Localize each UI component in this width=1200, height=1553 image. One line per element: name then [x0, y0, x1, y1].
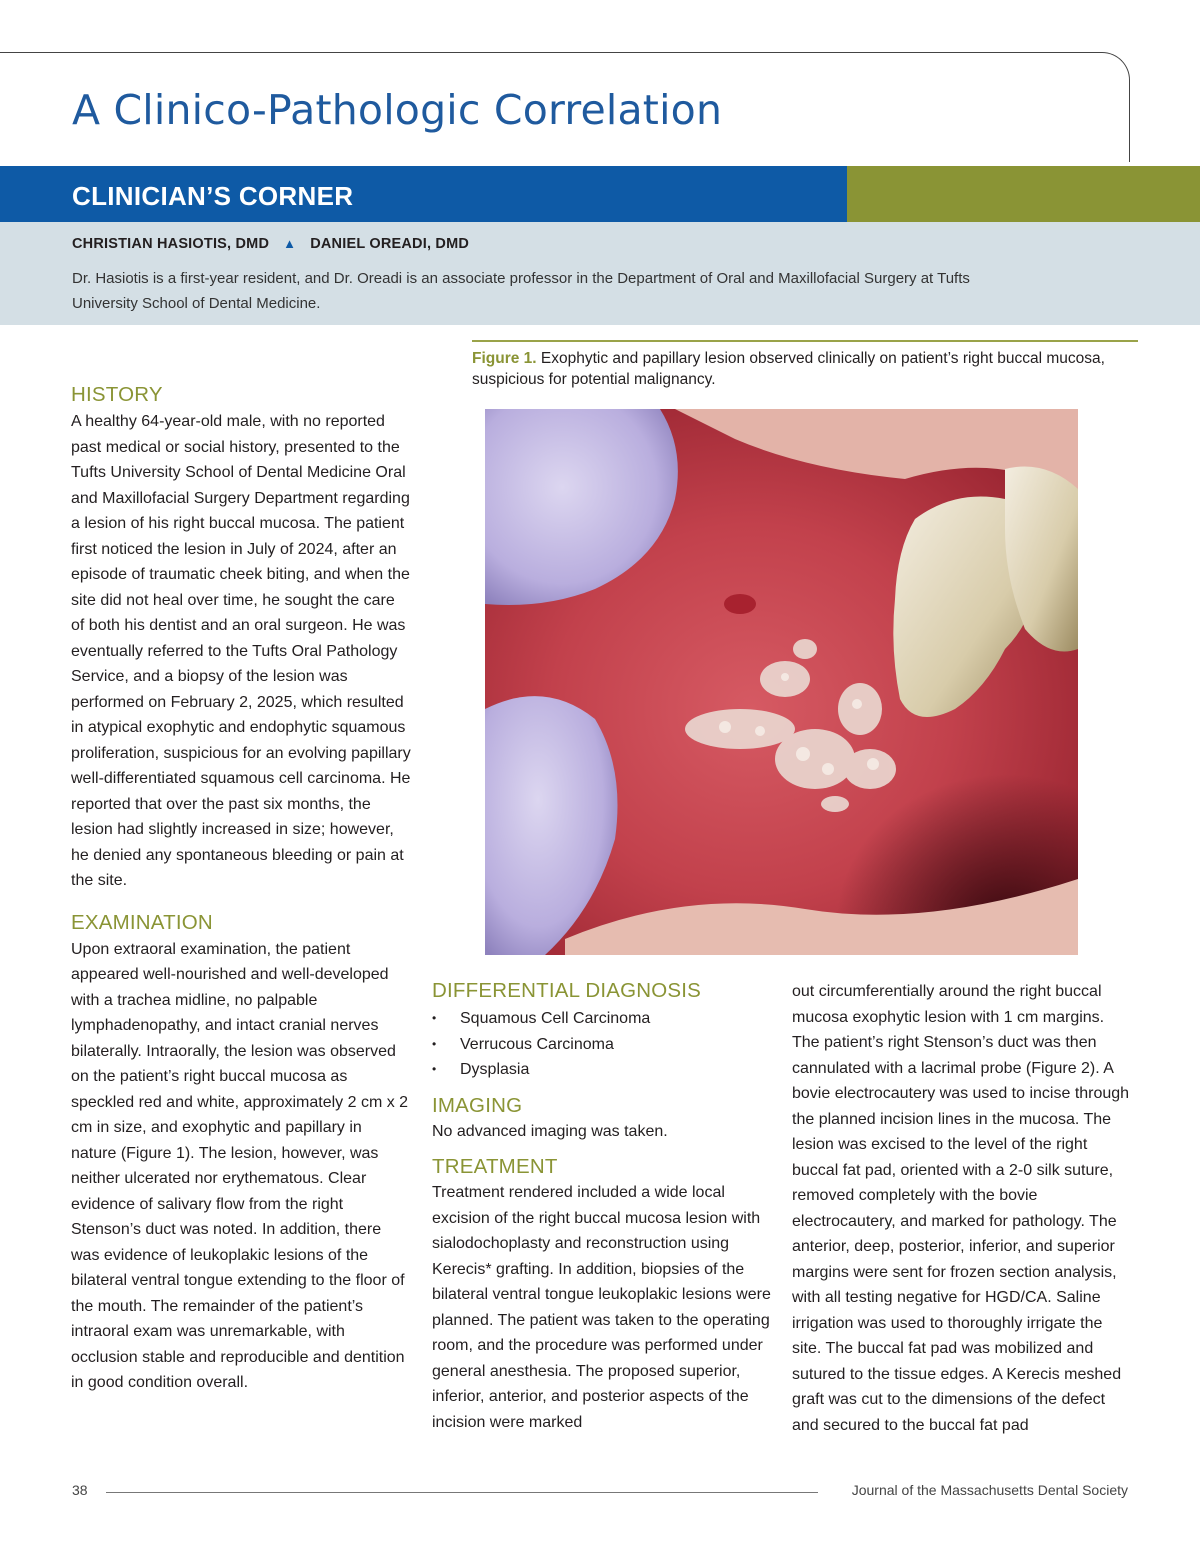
page-footer — [72, 1482, 1128, 1502]
imaging-paragraph: No advanced imaging was taken. — [432, 1122, 668, 1140]
footer-rule — [106, 1492, 818, 1493]
differential-heading: DIFFERENTIAL DIAGNOSIS — [432, 979, 702, 1002]
journal-name: Journal of the Massachusetts Dental Society — [851, 1482, 1128, 1498]
figure-caption-text: Exophytic and papillary lesion observed clinically on patient’s right buccal mucosa, suspicious for potential malignancy. — [472, 350, 1105, 388]
author-affiliation: Dr. Hasiotis is a first-year resident, and Dr. Oreadi is an associate professor in the Department of Oral and Maxillofacial Surgery at Tufts University School of Dental Medicine. — [72, 270, 970, 312]
treatment-heading: TREATMENT — [432, 1155, 558, 1178]
list-item: • Squamous Cell Carcinoma — [432, 1006, 777, 1032]
accent-bar — [847, 166, 1200, 222]
examination-heading: EXAMINATION — [71, 910, 213, 934]
list-item: • Verrucous Carcinoma — [432, 1032, 777, 1058]
history-paragraph: A healthy 64-year-old male, with no reported past medical or social history, presented to the Tufts University School of Dental Medicine Oral and Maxillofacial Surgery Department regarding a lesion of his right buccal mucosa. The patient first noticed the lesion in July of 2024, after an episode of traumatic cheek biting, and when the site did not heal over time, he sought the care of both his dentist and an oral surgeon. He was eventually referred to the Tufts Oral Pathology Service, and a biopsy of the lesion was performed on February 2, 2025, which resulted in atypical exophytic and endophytic squamous proliferation, suspicious for an evolving papillary well-differentiated squamous cell carcinoma. He reported that over the past six months, the lesion had slightly increased in size; however, he denied any spontaneous bleeding or pain at the site. — [71, 413, 411, 889]
page-number: 38 — [72, 1482, 88, 1498]
author-name: CHRISTIAN HASIOTIS, DMD — [72, 236, 270, 252]
author-line — [72, 236, 469, 252]
imaging-heading: IMAGING — [432, 1093, 523, 1117]
history-heading: HISTORY — [71, 383, 163, 406]
treatment-paragraph: Treatment rendered included a wide local excision of the right buccal mucosa lesion with sialodochoplasty and reconstruction using Kerecis* grafting. In addition, biopsies of the bilateral ventral tongue leukoplakic lesions were planned. The patient was taken to the operating room, and the procedure was performed under general anesthesia. The proposed superior, inferior, anterior, and posterior aspects of the incision were marked — [432, 1184, 771, 1431]
treatment-paragraph-continued: out circumferentially around the right buccal mucosa exophytic lesion with 1 cm margins. The patient’s right Stenson’s duct was then cannulated with a lacrimal probe (Figure 2). A bovie electrocautery was used to incise through the planned incision lines in the mucosa. The lesion was excised to the level of the right buccal fat pad, oriented with a 2-0 silk suture, removed completely with the bovie electrocautery, and marked for pathology. The anterior, deep, posterior, inferior, and superior margins were sent for frozen section analysis, with all testing negative for HGD/CA. Saline irrigation was used to thoroughly irrigate the site. The buccal fat pad was mobilized and sutured to the tissue edges. A Kerecis meshed graft was cut to the dimensions of the defect and secured to the buccal fat pad — [792, 983, 1130, 1434]
differential-list — [432, 1006, 777, 1083]
triangle-icon: ▲ — [283, 236, 297, 251]
column-left — [71, 382, 411, 1396]
list-item: • Dysplasia — [432, 1057, 777, 1083]
page-title: A Clinico-Pathologic Correlation — [72, 86, 723, 134]
figure-rule — [472, 340, 1138, 342]
examination-paragraph: Upon extraoral examination, the patient appeared well-nourished and well-developed with a trachea midline, no palpable lymphadenopathy, and intact cranial nerves bilaterally. Intraorally, the lesion was observed on the patient’s right buccal mucosa as speckled red and white, approximately 2 cm x 2 cm in size, and exophytic and papillary in nature (Figure 1). The lesion, however, was neither ulcerated nor erythematous. Clear evidence of salivary flow from the right Stenson’s duct was noted. In addition, there was evidence of leukoplakic lesions of the bilateral ventral tongue extending to the floor of the mouth. The remainder of the patient’s intraoral exam was unremarkable, with occlusion stable and reproducible and dentition in good condition overall. — [71, 940, 409, 1391]
figure-label: Figure 1. — [472, 350, 537, 367]
column-right — [792, 979, 1134, 1438]
figure-caption — [472, 348, 1112, 390]
author-name: DANIEL OREADI, DMD — [310, 236, 470, 252]
column-middle — [432, 978, 777, 1435]
section-label: CLINICIAN’S CORNER — [72, 181, 354, 211]
clinical-photo — [485, 409, 1078, 955]
